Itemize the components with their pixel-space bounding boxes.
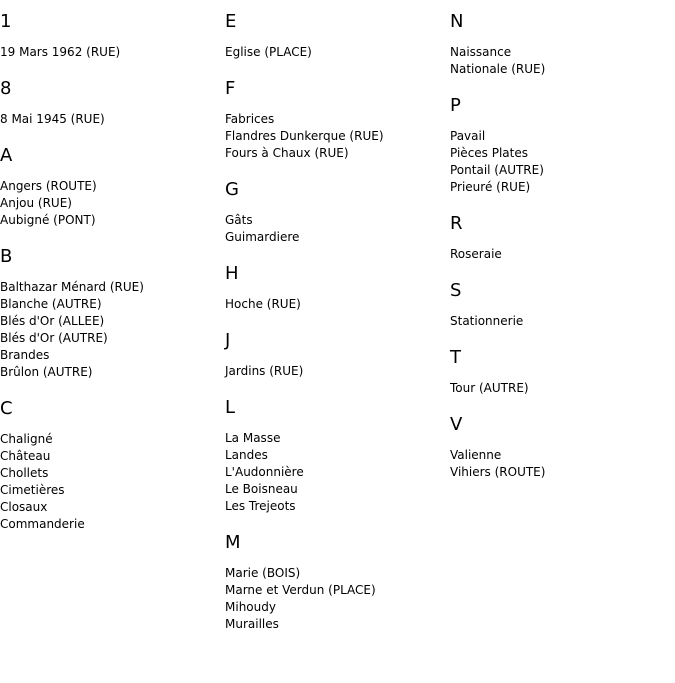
letter-group [450,213,675,263]
letter-heading: F [225,78,236,99]
street-link[interactable]: Aubigné (PONT) [0,213,96,227]
letter-heading: L [225,397,236,418]
street-link[interactable]: Vihiers (ROUTE) [450,465,546,479]
street-link[interactable]: Closaux [0,500,48,514]
street-link[interactable]: Valienne [450,448,502,462]
street-link[interactable]: Marne et Verdun (PLACE) [225,583,376,597]
street-link[interactable]: Roseraie [450,247,502,261]
street-link[interactable]: Fabrices [225,112,275,126]
street-link[interactable]: Blés d'Or (ALLEE) [0,314,105,328]
letter-heading: H [225,263,239,284]
street-link[interactable]: Le Boisneau [225,482,298,496]
street-link[interactable]: Hoche (RUE) [225,297,301,311]
street-link[interactable]: Tour (AUTRE) [450,381,529,395]
letter-heading: 1 [0,11,12,32]
letter-heading: N [450,11,464,32]
letter-heading: B [0,246,13,267]
street-link[interactable]: Prieuré (RUE) [450,180,531,194]
street-link[interactable]: Gâts [225,213,253,227]
street-link[interactable]: Blés d'Or (AUTRE) [0,331,108,345]
street-link[interactable]: Marie (BOIS) [225,566,301,580]
street-link[interactable]: Guimardiere [225,230,300,244]
street-link[interactable]: Nationale (RUE) [450,62,546,76]
street-link[interactable]: Balthazar Ménard (RUE) [0,280,144,294]
street-link[interactable]: Brûlon (AUTRE) [0,365,93,379]
letter-heading: P [450,95,461,116]
street-link[interactable]: Naissance [450,45,512,59]
street-link[interactable]: L'Audonnière [225,465,304,479]
letter-heading: C [0,398,13,419]
street-link[interactable]: Flandres Dunkerque (RUE) [225,129,384,143]
street-link[interactable]: Landes [225,448,268,462]
street-link[interactable]: Jardins (RUE) [225,364,304,378]
letter-heading: J [225,330,231,351]
street-link[interactable]: Pièces Plates [450,146,528,160]
letter-group [225,397,450,515]
letter-heading: S [450,280,462,301]
street-link[interactable]: Murailles [225,617,279,631]
street-link[interactable]: Cimetières [0,483,65,497]
letter-heading: V [450,414,463,435]
letter-group [0,398,225,533]
letter-group [225,78,450,162]
street-link[interactable]: Stationnerie [450,314,524,328]
letter-heading: E [225,11,237,32]
index-column-2 [225,11,450,650]
letter-heading: M [225,532,241,553]
street-link[interactable]: Mihoudy [225,600,276,614]
street-link[interactable]: 8 Mai 1945 (RUE) [0,112,105,126]
street-link[interactable]: Brandes [0,348,50,362]
street-link[interactable]: Angers (ROUTE) [0,179,97,193]
street-link[interactable]: Chollets [0,466,49,480]
letter-group [0,11,225,61]
letter-group [225,179,450,246]
street-link[interactable]: Les Trejeots [225,499,296,513]
index-column-3 [450,11,675,498]
index-column-1 [0,11,225,550]
letter-group [450,280,675,330]
letter-group [450,347,675,397]
letter-group [0,78,225,128]
letter-group [0,145,225,229]
letter-heading: R [450,213,463,234]
letter-group [225,263,450,313]
street-link[interactable]: Blanche (AUTRE) [0,297,102,311]
letter-group [450,414,675,481]
letter-group [225,532,450,633]
street-link[interactable]: Pontail (AUTRE) [450,163,544,177]
street-link[interactable]: Pavail [450,129,486,143]
letter-group [450,95,675,196]
street-link[interactable]: La Masse [225,431,281,445]
letter-group [225,330,450,380]
letter-heading: T [450,347,461,368]
letter-heading: 8 [0,78,12,99]
street-link[interactable]: Château [0,449,51,463]
street-link[interactable]: Anjou (RUE) [0,196,72,210]
letter-heading: A [0,145,13,166]
street-link[interactable]: Eglise (PLACE) [225,45,312,59]
street-link[interactable]: 19 Mars 1962 (RUE) [0,45,121,59]
letter-heading: G [225,179,239,200]
street-link[interactable]: Chaligné [0,432,53,446]
street-link[interactable]: Fours à Chaux (RUE) [225,146,349,160]
street-link[interactable]: Commanderie [0,517,85,531]
letter-group [0,246,225,381]
letter-group [450,11,675,78]
letter-group [225,11,450,61]
